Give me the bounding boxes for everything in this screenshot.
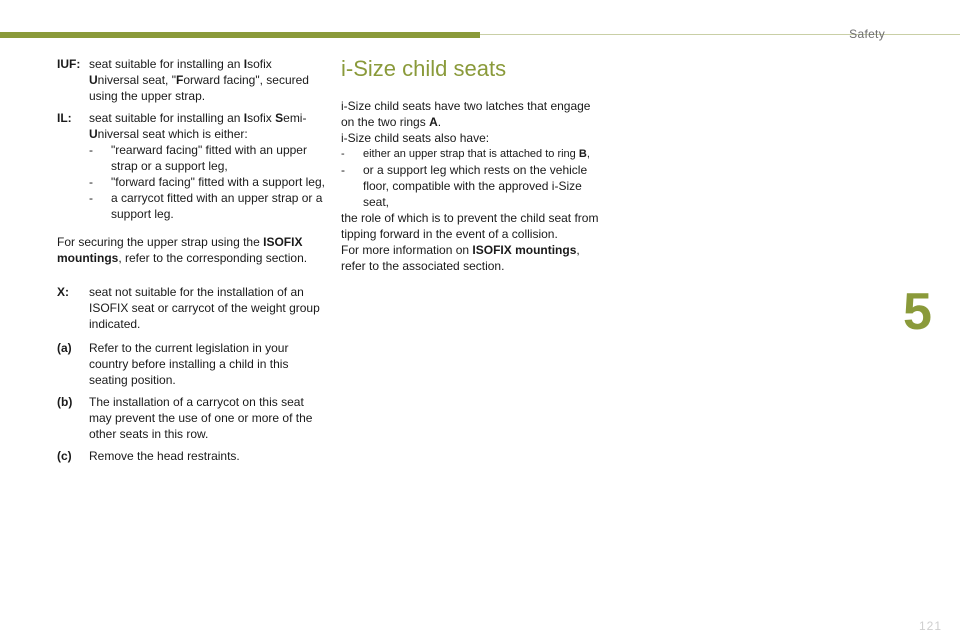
right-column — [341, 56, 605, 274]
list-item: - "rearward facing" fitted with an upper strap or a support leg, — [89, 143, 307, 173]
header-rule — [480, 34, 960, 35]
list-item: - a carrycot fitted with an upper strap or a support leg. — [89, 191, 323, 221]
paragraph: i-Size child seats have two latches that engage on the two rings A. — [341, 99, 591, 129]
section-label: Safety — [849, 27, 885, 41]
definition-text: seat not suitable for the installation of an ISOFIX seat or carrycot of the weight group indicated. — [89, 285, 320, 331]
header-accent-bar — [0, 32, 480, 38]
definition-term: IL: — [57, 111, 72, 125]
note-term: (c) — [57, 449, 72, 463]
securing-paragraph: For securing the upper strap using the ISOFIX mountings, refer to the corresponding section. — [57, 235, 308, 265]
list-item: - either an upper strap that is attached to ring B, — [341, 148, 590, 160]
chapter-number: 5 — [903, 283, 932, 341]
definition-x — [57, 284, 325, 332]
definition-term: X: — [57, 285, 69, 299]
paragraph: i-Size child seats also have: — [341, 131, 490, 145]
list-item: - "forward facing" fitted with a support leg, — [89, 175, 325, 189]
note-c — [57, 448, 325, 464]
list-item: - or a support leg which rests on the vehicle floor, compatible with the approved i-Size seat, — [341, 163, 588, 209]
note-text: Remove the head restraints. — [89, 449, 240, 463]
left-column — [57, 56, 325, 470]
note-text: The installation of a carrycot on this seat may prevent the use of one or more of the other seats in this row. — [89, 395, 313, 441]
paragraph: the role of which is to prevent the child seat from tipping forward in the event of a collision. — [341, 211, 599, 241]
page-number: 121 — [918, 619, 942, 633]
note-a — [57, 340, 325, 388]
definition-text: seat suitable for installing an Isofix Universal seat, "Forward facing", secured using the upper strap. — [89, 57, 309, 103]
definition-term: IUF: — [57, 57, 81, 71]
section-heading: i-Size child seats — [341, 56, 507, 81]
definition-iuf — [57, 56, 325, 104]
note-b — [57, 394, 325, 442]
paragraph: For more information on ISOFIX mountings, refer to the associated section. — [341, 243, 580, 273]
note-term: (b) — [57, 395, 73, 409]
note-term: (a) — [57, 341, 72, 355]
definition-text: seat suitable for installing an Isofix Semi-Universal seat which is either: - "rearward facing" fitted with an upper strap or a support leg, - "forward facing" fitted with a support leg, - a carrycot fitted with an upper strap or a support leg. — [89, 111, 325, 221]
note-text: Refer to the current legislation in your country before installing a child in this seating position. — [89, 341, 289, 387]
definition-il — [57, 110, 325, 222]
